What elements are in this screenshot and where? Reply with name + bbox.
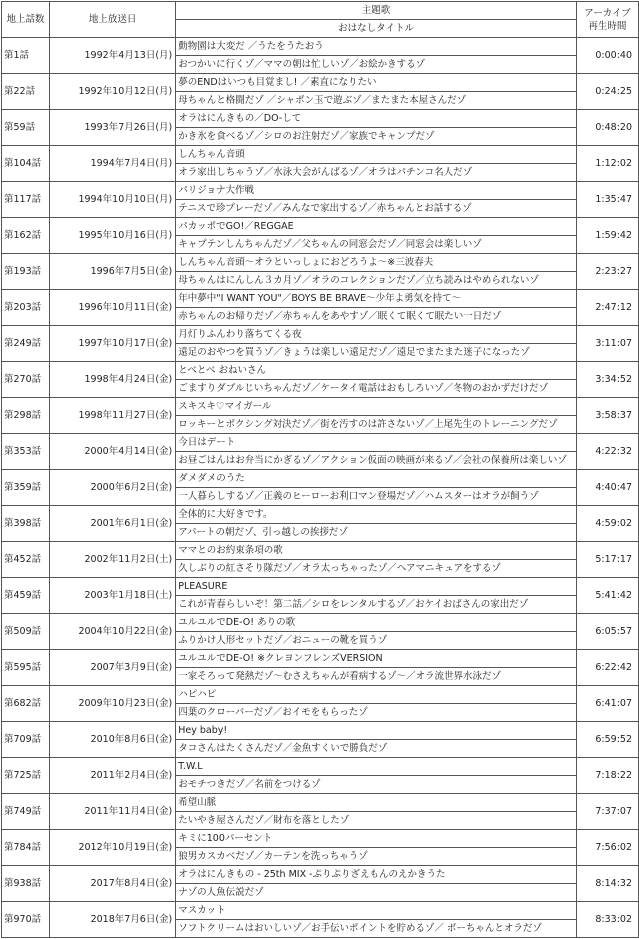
story-title: ナゾの人魚伝説だゾ: [176, 884, 577, 902]
archive-time: 1:35:47: [576, 182, 638, 218]
theme-song: キミに100パーセント: [176, 830, 577, 848]
archive-time: 0:24:25: [576, 74, 638, 110]
archive-time: 7:37:07: [576, 794, 638, 830]
archive-time: 5:41:42: [576, 578, 638, 614]
table-row: [2, 38, 639, 56]
air-date: 1997年10月17日(金): [50, 326, 176, 362]
episode-number: 第104話: [2, 146, 50, 182]
theme-song: PLEASURE: [176, 578, 577, 596]
archive-time: 4:22:32: [576, 434, 638, 470]
header-episode: 地上話数: [2, 2, 50, 38]
story-title: ごますりダブルじいちゃんだゾ／ケータイ電話はおもしろいゾ／冬物のおかずだけだゾ: [176, 380, 577, 398]
episode-number: 第459話: [2, 578, 50, 614]
story-title: たいやき屋さんだゾ／財布を落としたゾ: [176, 812, 577, 830]
theme-song: オラはにんきもの - 25th MIX -ぷりぷりざえもんのえかきうた: [176, 866, 577, 884]
archive-time: 0:48:20: [576, 110, 638, 146]
table-row: [2, 794, 639, 812]
archive-time: 1:12:02: [576, 146, 638, 182]
table-row: [2, 110, 639, 128]
story-title: おつかいに行くゾ／ママの朝は忙しいゾ／お絵かきするゾ: [176, 56, 577, 74]
table-row: [2, 830, 639, 848]
story-title: 狼男カスカベだゾ／カーテンを洗っちゃうゾ: [176, 848, 577, 866]
episode-number: 第162話: [2, 218, 50, 254]
theme-song: T.W.L: [176, 758, 577, 776]
air-date: 2003年1月18日(土): [50, 578, 176, 614]
air-date: 2000年4月14日(金): [50, 434, 176, 470]
episode-number: 第117話: [2, 182, 50, 218]
story-title: 一人暮らしするゾ／正義のヒーローお利口マン登場だゾ／ハムスターはオラが飼うゾ: [176, 488, 577, 506]
story-title: 一家そろって発熱だゾ～むさえちゃんが看病するゾ～／オラ流世界水泳だゾ: [176, 668, 577, 686]
theme-song: 動物園は大変だ ／うたをうたおう: [176, 38, 577, 56]
header-title: おはなしタイトル: [176, 20, 577, 38]
table-row: [2, 470, 639, 488]
episode-number: 第595話: [2, 650, 50, 686]
episode-number: 第398話: [2, 506, 50, 542]
archive-time: 6:41:07: [576, 686, 638, 722]
air-date: 1992年4月13日(月): [50, 38, 176, 74]
header-row: [2, 2, 639, 20]
episode-number: 第784話: [2, 830, 50, 866]
theme-song: ママとのお約束条項の歌: [176, 542, 577, 560]
story-title: タコさんはたくさんだゾ／金魚すくいで勝負だゾ: [176, 740, 577, 758]
theme-song: しんちゃん音頭～オラといっしょにおどろうよ～※三波春夫: [176, 254, 577, 272]
episode-number: 第59話: [2, 110, 50, 146]
episode-number: 第270話: [2, 362, 50, 398]
theme-song: ハピハピ: [176, 686, 577, 704]
table-row: [2, 146, 639, 164]
story-title: アパートの朝だゾ、引っ越しの挨拶だゾ: [176, 524, 577, 542]
archive-time: 3:58:37: [576, 398, 638, 434]
archive-time: 2:23:27: [576, 254, 638, 290]
episode-number: 第22話: [2, 74, 50, 110]
episode-number: 第1話: [2, 38, 50, 74]
table-row: [2, 650, 639, 668]
episode-number: 第353話: [2, 434, 50, 470]
theme-song: パカッポでGO!／REGGAE: [176, 218, 577, 236]
air-date: 1993年7月26日(月): [50, 110, 176, 146]
air-date: 2001年6月1日(金): [50, 506, 176, 542]
air-date: 2000年6月2日(金): [50, 470, 176, 506]
air-date: 2018年7月6日(金): [50, 902, 176, 938]
air-date: 2009年10月23日(金): [50, 686, 176, 722]
archive-time: 7:56:02: [576, 830, 638, 866]
story-title: ソフトクリームはおいしいゾ／お手伝いポイントを貯めるゾ／ ボーちゃんとオラだゾ: [176, 920, 577, 938]
episode-number: 第725話: [2, 758, 50, 794]
air-date: 1996年10月11日(金): [50, 290, 176, 326]
theme-song: Hey baby!: [176, 722, 577, 740]
table-row: [2, 866, 639, 884]
theme-song: マスカット: [176, 902, 577, 920]
table-row: [2, 722, 639, 740]
theme-song: ユルユルでDE-O! ※クレヨンフレンズVERSION: [176, 650, 577, 668]
story-title: お昼ごはんはお弁当にかぎるゾ／アクション仮面の映画が来るゾ／会社の保養所は楽しいゾ: [176, 452, 577, 470]
table-row: [2, 182, 639, 200]
air-date: 1994年7月4日(月): [50, 146, 176, 182]
theme-song: ユルユルでDE-O! ありの歌: [176, 614, 577, 632]
table-row: [2, 902, 639, 920]
episode-number: 第709話: [2, 722, 50, 758]
archive-time: 4:40:47: [576, 470, 638, 506]
air-date: 2004年10月22日(金): [50, 614, 176, 650]
story-title: 母ちゃんはにんしん３カ月ゾ／オラのコレクションだゾ／立ち読みはやめられないゾ: [176, 272, 577, 290]
theme-song: 希望山脈: [176, 794, 577, 812]
air-date: 1996年7月5日(金): [50, 254, 176, 290]
table-row: [2, 326, 639, 344]
theme-song: 月灯りふんわり落ちてくる夜: [176, 326, 577, 344]
story-title: 母ちゃんと格闘だゾ ／シャボン玉で遊ぶゾ／またまた本屋さんだゾ: [176, 92, 577, 110]
air-date: 1994年10月10日(月): [50, 182, 176, 218]
table-row: [2, 614, 639, 632]
theme-song: 年中夢中"I WANT YOU"／BOYS BE BRAVE～少年よ勇気を持て～: [176, 290, 577, 308]
table-row: [2, 506, 639, 524]
episode-number: 第509話: [2, 614, 50, 650]
episode-number: 第298話: [2, 398, 50, 434]
header-archive: [576, 2, 638, 38]
episode-number: 第682話: [2, 686, 50, 722]
header-archive-line1: アーカイブ: [584, 7, 631, 19]
archive-time: 3:11:07: [576, 326, 638, 362]
episode-number: 第193話: [2, 254, 50, 290]
air-date: 2011年2月4日(金): [50, 758, 176, 794]
episode-number: 第249話: [2, 326, 50, 362]
table-row: [2, 542, 639, 560]
archive-time: 6:59:52: [576, 722, 638, 758]
story-title: テニスで珍プレーだゾ／みんなで家出するゾ／赤ちゃんとお話するゾ: [176, 200, 577, 218]
table-row: [2, 758, 639, 776]
theme-song: とべとべ おねいさん: [176, 362, 577, 380]
air-date: 1995年10月16日(月): [50, 218, 176, 254]
table-row: [2, 578, 639, 596]
theme-song: 今日はデート: [176, 434, 577, 452]
story-title: キャプテンしんちゃんだゾ／父ちゃんの同窓会だゾ／同窓会は楽しいゾ: [176, 236, 577, 254]
story-title: ふりかけ人形セットだゾ／おニューの靴を買うゾ: [176, 632, 577, 650]
archive-time: 8:14:32: [576, 866, 638, 902]
air-date: 1998年4月24日(金): [50, 362, 176, 398]
header-song: 主題歌: [176, 2, 577, 20]
theme-song: 夢のENDはいつも目覚まし! ／素直になりたい: [176, 74, 577, 92]
story-title: おモチつきだゾ／名前をつけるゾ: [176, 776, 577, 794]
theme-song: しんちゃん音頭: [176, 146, 577, 164]
story-title: 赤ちゃんのお帰りだゾ／赤ちゃんをあやすゾ／眠くて眠くて眠たい一日だゾ: [176, 308, 577, 326]
table-row: [2, 434, 639, 452]
episode-number: 第938話: [2, 866, 50, 902]
header-archive-line2: 再生時間: [588, 20, 627, 32]
air-date: 1992年10月12日(月): [50, 74, 176, 110]
story-title: これが青春らしいぞ！第二話／シロをレンタルするゾ／おケイおばさんの家出だゾ: [176, 596, 577, 614]
theme-song: 全体的に大好きです。: [176, 506, 577, 524]
archive-time: 5:17:17: [576, 542, 638, 578]
table-body: [2, 38, 639, 938]
air-date: 2010年8月6日(金): [50, 722, 176, 758]
theme-song: オラはにんきもの／DO-して: [176, 110, 577, 128]
theme-song: パリジョナ大作戦: [176, 182, 577, 200]
header-date: 地上放送日: [50, 2, 176, 38]
archive-time: 2:47:12: [576, 290, 638, 326]
story-title: 遠足のおやつを買うゾ／きょうは楽しい遠足だゾ／遠足でまたまた迷子になったゾ: [176, 344, 577, 362]
theme-song: スキスキ♡マイガール: [176, 398, 577, 416]
archive-time: 7:18:22: [576, 758, 638, 794]
archive-time: 1:59:42: [576, 218, 638, 254]
air-date: 2007年3月9日(金): [50, 650, 176, 686]
table-row: [2, 362, 639, 380]
episode-table: [1, 1, 639, 938]
table-row: [2, 74, 639, 92]
episode-number: 第359話: [2, 470, 50, 506]
story-title: ロッキーとボクシング対決だゾ／街を汚すのは許さないゾ／上尾先生のトレーニングだゾ: [176, 416, 577, 434]
episode-number: 第749話: [2, 794, 50, 830]
archive-time: 6:22:42: [576, 650, 638, 686]
story-title: かき氷を食べるゾ／シロのお注射だゾ／家族でキャンプだゾ: [176, 128, 577, 146]
archive-time: 8:33:02: [576, 902, 638, 938]
episode-number: 第452話: [2, 542, 50, 578]
story-title: 久しぶりの紅さそり隊だゾ／オラ太っちゃったゾ／ヘアマニキュアをするゾ: [176, 560, 577, 578]
air-date: 2011年11月4日(金): [50, 794, 176, 830]
archive-time: 6:05:57: [576, 614, 638, 650]
air-date: 1998年11月27日(金): [50, 398, 176, 434]
air-date: 2012年10月19日(金): [50, 830, 176, 866]
table-row: [2, 218, 639, 236]
archive-time: 3:34:52: [576, 362, 638, 398]
table-row: [2, 686, 639, 704]
story-title: 四葉のクローバーだゾ／おイモをもらったゾ: [176, 704, 577, 722]
table-row: [2, 398, 639, 416]
table-row: [2, 254, 639, 272]
story-title: オラ家出しちゃうゾ／水泳大会がんばるゾ／オラはパチンコ名人だゾ: [176, 164, 577, 182]
episode-number: 第970話: [2, 902, 50, 938]
episode-number: 第203話: [2, 290, 50, 326]
air-date: 2017年8月4日(金): [50, 866, 176, 902]
archive-time: 0:00:40: [576, 38, 638, 74]
theme-song: ダメダメのうた: [176, 470, 577, 488]
air-date: 2002年11月2日(土): [50, 542, 176, 578]
archive-time: 4:59:02: [576, 506, 638, 542]
table-row: [2, 290, 639, 308]
